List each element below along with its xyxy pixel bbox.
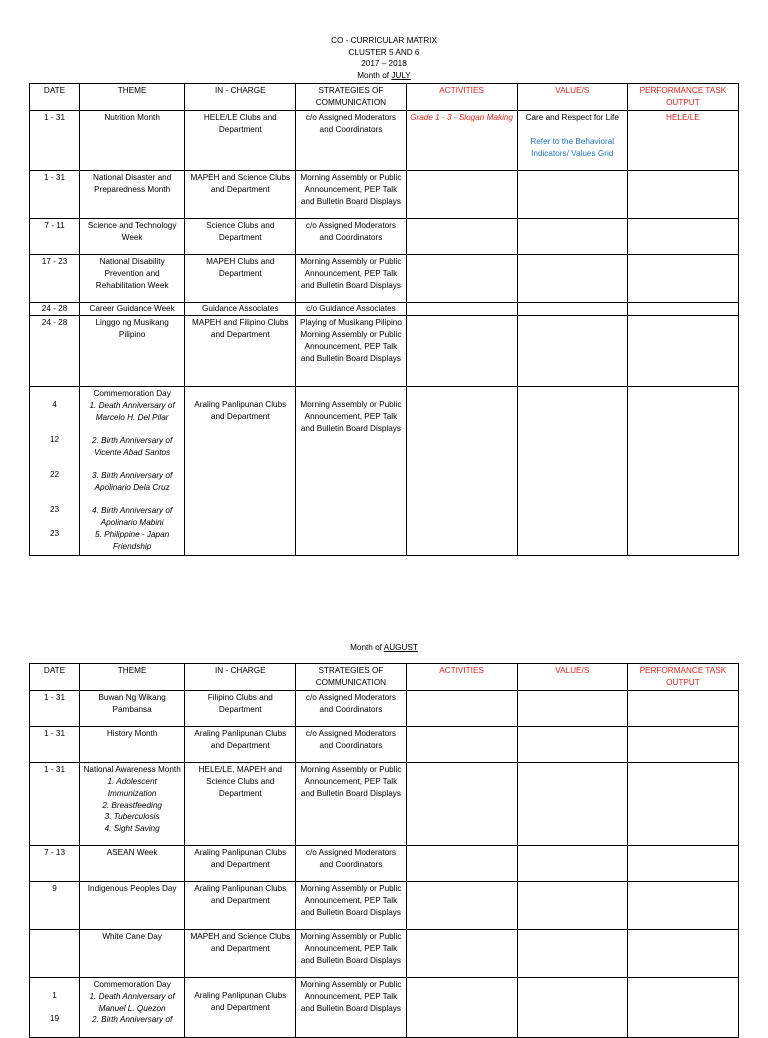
- col-header-strategies: STRATEGIES OF COMMUNICATION: [296, 84, 406, 111]
- july-matrix-table: [29, 83, 739, 556]
- strategies-assembly: Morning Assembly or Public Announcement, PEP Talk and Bulletin Board Displays: [300, 330, 402, 363]
- cell-strategies: Morning Assembly or Public Announcement, PEP Talk and Bulletin Board Displays: [296, 978, 406, 1038]
- month-name: AUGUST: [383, 643, 418, 652]
- cell-values: [517, 316, 627, 387]
- commemoration-date: 19: [49, 1014, 60, 1024]
- col-header-activities: ACTIVITIES: [406, 84, 517, 111]
- cell-activities: [406, 219, 517, 255]
- cell-date: 1 - 31: [30, 171, 80, 219]
- commemoration-item: 1. Death Anniversary of Marcelo H. Del Pilar: [89, 401, 175, 422]
- col-header-values: VALUE/S: [517, 664, 627, 691]
- cell-strategies: Morning Assembly or Public Announcement, PEP Talk and Bulletin Board Displays: [296, 387, 406, 555]
- cell-activities: [406, 763, 517, 846]
- cell-theme-commemoration: [80, 387, 185, 555]
- cell-strategies: [296, 316, 406, 387]
- august-matrix-table: [29, 663, 739, 1038]
- commemoration-item: 3. Birth Anniversary of Apolinario Dela Cruz: [92, 471, 173, 492]
- cell-strategies: c/o Assigned Moderators and Coordinators: [296, 727, 406, 763]
- cell-activities: [406, 978, 517, 1038]
- cell-in-charge: Araling Panlipunan Clubs and Department: [185, 846, 296, 882]
- cell-performance: [627, 387, 738, 555]
- cell-values: [517, 930, 627, 978]
- cell-theme: Buwan Ng Wikang Pambansa: [80, 691, 185, 727]
- cell-date: 7 - 13: [30, 846, 80, 882]
- theme-title: National Awareness Month: [83, 765, 181, 775]
- document-header: [0, 35, 768, 81]
- cell-performance: [627, 316, 738, 387]
- commemoration-date: 23: [49, 505, 60, 515]
- cell-theme: ASEAN Week: [80, 846, 185, 882]
- cell-performance: [627, 978, 738, 1038]
- table-row: [30, 316, 739, 387]
- cell-in-charge: Araling Panlipunan Clubs and Department: [185, 978, 296, 1038]
- table-row: [30, 303, 739, 316]
- cell-in-charge: MAPEH and Science Clubs and Department: [185, 930, 296, 978]
- cell-performance: [627, 171, 738, 219]
- cell-strategies: Morning Assembly or Public Announcement, PEP Talk and Bulletin Board Displays: [296, 763, 406, 846]
- table-row: [30, 691, 739, 727]
- cell-strategies: c/o Assigned Moderators and Coordinators: [296, 111, 406, 171]
- cell-values: [517, 303, 627, 316]
- theme-item: 1. Adolescent Immunization: [107, 777, 157, 798]
- cell-activities: [406, 846, 517, 882]
- col-header-in-charge: IN - CHARGE: [185, 664, 296, 691]
- col-header-date: DATE: [30, 84, 80, 111]
- values-note: Refer to the Behavioral Indicators/ Values Grid: [530, 136, 615, 158]
- cell-performance: [627, 882, 738, 930]
- table-row: [30, 111, 739, 171]
- cell-date: 24 - 28: [30, 316, 80, 387]
- col-header-values: VALUE/S: [517, 84, 627, 111]
- cell-strategies: Morning Assembly or Public Announcement, PEP Talk and Bulletin Board Displays: [296, 255, 406, 303]
- table-row-commemoration: [30, 978, 739, 1038]
- cell-theme: National Disability Prevention and Rehabilitation Week: [80, 255, 185, 303]
- cell-theme: History Month: [80, 727, 185, 763]
- cell-activities: [406, 303, 517, 316]
- cell-theme: Linggo ng Musikang Pilipino: [80, 316, 185, 387]
- cell-activities: [406, 691, 517, 727]
- strategies-playing: Playing of Musikang Pilipino: [299, 318, 402, 328]
- cell-strategies: c/o Assigned Moderators and Coordinators: [296, 219, 406, 255]
- cell-date: 7 - 11: [30, 219, 80, 255]
- cell-theme: [80, 763, 185, 846]
- table-row: [30, 171, 739, 219]
- col-header-theme: THEME: [80, 84, 185, 111]
- cell-values: [517, 387, 627, 555]
- cell-in-charge: Guidance Associates: [185, 303, 296, 316]
- month-title-july: Month of JULY: [357, 70, 411, 80]
- cell-date: [30, 930, 80, 978]
- table-row: [30, 255, 739, 303]
- cell-in-charge: Araling Panlipunan Clubs and Department: [185, 727, 296, 763]
- cell-activities: [406, 255, 517, 303]
- cell-performance: [627, 727, 738, 763]
- theme-item: 2. Breastfeeding: [102, 800, 162, 810]
- cell-performance: HELE/LE: [627, 111, 738, 171]
- cell-date: 24 - 28: [30, 303, 80, 316]
- cell-strategies: c/o Assigned Moderators and Coordinators: [296, 691, 406, 727]
- theme-item: 3. Tuberculosis: [104, 812, 160, 822]
- cell-date: 9: [30, 882, 80, 930]
- commemoration-title: Commemoration Day: [93, 389, 171, 399]
- month-name: JULY: [391, 70, 411, 80]
- cell-activities: [406, 316, 517, 387]
- table-header-row: [30, 664, 739, 691]
- cell-strategies: Morning Assembly or Public Announcement, PEP Talk and Bulletin Board Displays: [296, 882, 406, 930]
- commemoration-date: 1: [52, 991, 57, 1001]
- cell-strategies: Morning Assembly or Public Announcement, PEP Talk and Bulletin Board Displays: [296, 930, 406, 978]
- cell-activities: [406, 171, 517, 219]
- table-row: [30, 219, 739, 255]
- table-row: [30, 763, 739, 846]
- table-row: [30, 882, 739, 930]
- cell-activities: [406, 387, 517, 555]
- cell-in-charge: Araling Panlipunan Clubs and Department: [185, 387, 296, 555]
- cell-performance: [627, 255, 738, 303]
- cell-date-stack: [30, 387, 80, 555]
- cell-strategies: c/o Guidance Associates: [296, 303, 406, 316]
- commemoration-date: 12: [49, 435, 60, 445]
- commemoration-date: 23: [49, 529, 60, 539]
- month-title-august: Month of AUGUST: [350, 643, 418, 652]
- cell-values: [517, 219, 627, 255]
- cell-values: [517, 691, 627, 727]
- theme-item: 4. Sight Saving: [104, 823, 160, 833]
- cell-theme: National Disaster and Preparedness Month: [80, 171, 185, 219]
- cell-in-charge: MAPEH and Filipino Clubs and Department: [185, 316, 296, 387]
- header-school-year: 2017 – 2018: [361, 59, 407, 69]
- commemoration-item: 1. Death Anniversary of Manuel L. Quezon: [89, 992, 175, 1013]
- cell-in-charge: Araling Panlipunan Clubs and Department: [185, 882, 296, 930]
- commemoration-date: 4: [52, 400, 57, 410]
- commemoration-item: 4. Birth Anniversary of Apolinario Mabini: [92, 506, 173, 527]
- values-text: Care and Respect for Life: [525, 113, 619, 123]
- cell-performance: [627, 303, 738, 316]
- cell-date-stack: [30, 978, 80, 1038]
- cell-performance: [627, 846, 738, 882]
- table-row-commemoration: [30, 387, 739, 555]
- cell-in-charge: Science Clubs and Department: [185, 219, 296, 255]
- cell-values: [517, 255, 627, 303]
- cell-theme: Indigenous Peoples Day: [80, 882, 185, 930]
- cell-activities: [406, 727, 517, 763]
- cell-strategies: c/o Assigned Moderators and Coordinators: [296, 846, 406, 882]
- table-row: [30, 930, 739, 978]
- cell-performance: [627, 930, 738, 978]
- cell-in-charge: Filipino Clubs and Department: [185, 691, 296, 727]
- cell-in-charge: HELE/LE, MAPEH and Science Clubs and Department: [185, 763, 296, 846]
- commemoration-item: 2. Birth Anniversary of: [92, 1015, 173, 1025]
- cell-date: 1 - 31: [30, 111, 80, 171]
- cell-values: [517, 846, 627, 882]
- commemoration-item: 2. Birth Anniversary of Vicente Abad Santos: [92, 436, 173, 457]
- cell-theme: Nutrition Month: [80, 111, 185, 171]
- commemoration-item: 5. Philippine - Japan Friendship: [95, 530, 170, 551]
- cell-values: [517, 727, 627, 763]
- col-header-strategies: STRATEGIES OF COMMUNICATION: [296, 664, 406, 691]
- col-header-activities: ACTIVITIES: [406, 664, 517, 691]
- col-header-theme: THEME: [80, 664, 185, 691]
- cell-in-charge: HELE/LE Clubs and Department: [185, 111, 296, 171]
- cell-date: 1 - 31: [30, 691, 80, 727]
- cell-performance: [627, 691, 738, 727]
- cell-date: 1 - 31: [30, 727, 80, 763]
- cell-values: [517, 171, 627, 219]
- cell-values: [517, 882, 627, 930]
- cell-activities: [406, 930, 517, 978]
- header-title: CO - CURRICULAR MATRIX: [331, 36, 437, 45]
- cell-activities: Grade 1 - 3 - Slogan Making: [406, 111, 517, 171]
- col-header-performance: PERFORMANCE TASK OUTPUT: [627, 664, 738, 691]
- cell-theme: Career Guidance Week: [80, 303, 185, 316]
- cell-date: 17 - 23: [30, 255, 80, 303]
- cell-theme: White Cane Day: [80, 930, 185, 978]
- cell-strategies: Morning Assembly or Public Announcement, PEP Talk and Bulletin Board Displays: [296, 171, 406, 219]
- col-header-in-charge: IN - CHARGE: [185, 84, 296, 111]
- col-header-date: DATE: [30, 664, 80, 691]
- cell-values: [517, 978, 627, 1038]
- cell-in-charge: MAPEH and Science Clubs and Department: [185, 171, 296, 219]
- cell-in-charge: MAPEH Clubs and Department: [185, 255, 296, 303]
- cell-performance: [627, 219, 738, 255]
- col-header-performance: PERFORMANCE TASK OUTPUT: [627, 84, 738, 111]
- cell-date: 1 - 31: [30, 763, 80, 846]
- cell-values: [517, 111, 627, 171]
- table-row: [30, 846, 739, 882]
- header-cluster: CLUSTER 5 AND 6: [348, 47, 420, 57]
- cell-values: [517, 763, 627, 846]
- cell-theme-commemoration: [80, 978, 185, 1038]
- table-header-row: [30, 84, 739, 111]
- commemoration-date: 22: [49, 470, 60, 480]
- cell-activities: [406, 882, 517, 930]
- table-row: [30, 727, 739, 763]
- cell-performance: [627, 763, 738, 846]
- cell-theme: Science and Technology Week: [80, 219, 185, 255]
- commemoration-title: Commemoration Day: [93, 980, 171, 990]
